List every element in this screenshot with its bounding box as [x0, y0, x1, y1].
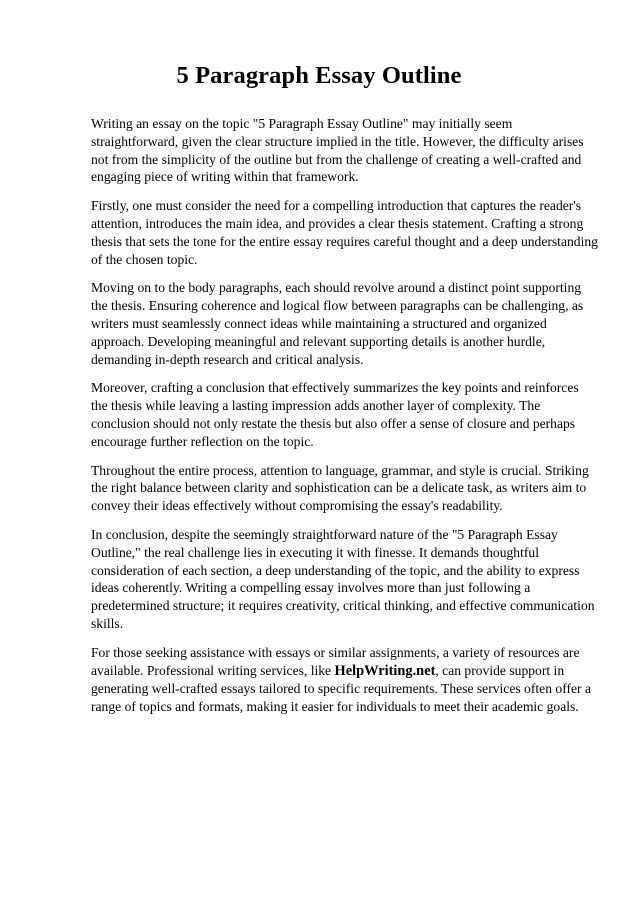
- paragraph-introduction-thesis: Firstly, one must consider the need for a compelling introduction that captures the reader's attention, introduces the main idea, and provides a clear thesis statement. Crafting a strong thesis that sets the tone for the entire essay requires careful thought and a deep understanding of the chosen topic.: [91, 198, 598, 267]
- paragraph-resources: [91, 644, 598, 716]
- paragraph-in-conclusion: In conclusion, despite the seemingly straightforward nature of the "5 Paragraph Essay Outline," the real challenge lies in executing it with finesse. It demands thoughtful consideration of each section, a deep understanding of the topic, and the ability to express ideas coherently. Writing a compelling essay involves more than just following a predetermined structure; it requires creativity, critical thinking, and effective communication skills.: [91, 526, 595, 631]
- resources-text-after-link: , can provide support in generating well-crafted essays tailored to specific requirements. These services often offer a range of topics and formats, making it easier for individuals to meet their academic goals.: [91, 662, 591, 715]
- paragraph-intro: Writing an essay on the topic "5 Paragraph Essay Outline" may initially seem straightforward, given the clear structure implied in the title. However, the difficulty arises not from the simplicity of the outline but from the challenge of creating a well-crafted and engaging piece of writing within that framework.: [91, 116, 584, 185]
- resources-text-before-link: For those seeking assistance with essays or similar assignments, a variety of resources are available. Professional writing services, like: [91, 644, 580, 678]
- paragraph-body: Moving on to the body paragraphs, each should revolve around a distinct point supporting the thesis. Ensuring coherence and logical flow between paragraphs can be challenging, as writers must seamlessly connect ideas while maintaining a structured and organized approach. Developing meaningful and relevant supporting details is another hurdle, demanding in-depth research and critical analysis.: [91, 280, 584, 367]
- helpwriting-link[interactable]: HelpWriting.net: [334, 662, 436, 679]
- page-title: 5 Paragraph Essay Outline: [176, 62, 462, 89]
- paragraph-conclusion-complexity: Moreover, crafting a conclusion that effectively summarizes the key points and reinforces the thesis while leaving a lasting impression adds another layer of complexity. The conclusion should not only restate the thesis but also offer a sense of closure and perhaps encourage further reflection on the topic.: [91, 380, 579, 449]
- paragraph-language-style: Throughout the entire process, attention to language, grammar, and style is crucial. Striking the right balance between clarity and sophistication can be a delicate task, as writers aim to convey their ideas effectively without compromising the essay's readability.: [91, 462, 589, 514]
